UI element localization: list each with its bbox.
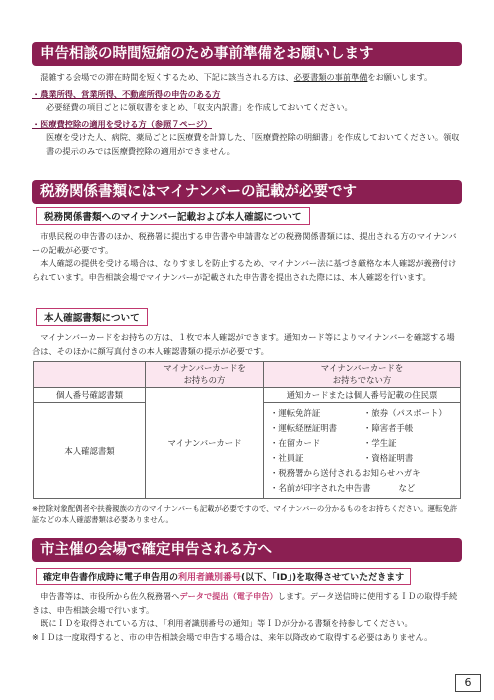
paragraph-id-documents-text: マイナンバーカードをお持ちの方は、１枚で本人確認ができます。通知カード等によりマイナンバーを確認する場合は、そのほかに顔写真付きの本人確認書類の提示が必要です。 [32, 332, 455, 356]
paragraph-electronic-filing [32, 590, 462, 617]
section-1-body [32, 71, 462, 158]
list-item: ・在留カード [270, 438, 321, 448]
list-item-etc: など [398, 483, 416, 493]
cell-notification-card: 通知カードまたは個人番号記載の住民票 [264, 388, 461, 403]
list-item: ・運転免許証 [270, 408, 321, 418]
header-with-card-line1: マイナンバーカードを [163, 363, 246, 373]
paragraph-id-documents [32, 331, 462, 358]
table-header-empty [34, 362, 146, 388]
table-header-without-card [264, 362, 461, 388]
row-label-number-docs: 個人番号確認書類 [34, 388, 146, 403]
list-item: ・社員証 [270, 453, 304, 463]
list-item: ・運転経歴証明書 [270, 423, 337, 433]
list-item: ・障害者手帳 [363, 423, 414, 433]
bullet-medical-deduction: ・医療費控除の適用を受ける方（参照７ページ） [32, 118, 212, 129]
header-without-card-line2: お持ちでない方 [332, 374, 392, 385]
bullet-business-income: ・農業所得、営業所得、不動産所得の申告のある方 [32, 88, 221, 99]
list-item [270, 482, 454, 494]
intro-text-end: をお願いします。 [367, 72, 433, 82]
list-item: ・旅券（パスポート） [363, 408, 447, 418]
paragraph-existing-id: 既にＩＤを取得されている方は、「利用者識別番号の通知」等ＩＤが分かる書類を持参してください。 [40, 618, 413, 628]
note-dependents: ※控除対象配偶者や扶養親族の方のマイナンバーも記載が必要ですので、マイナンバーの分かるものをお持ちください。運転免許証などの本人確認書類は必要ありません。 [32, 504, 458, 524]
subheading-user-id-highlight: 利用者識別番号 [178, 573, 242, 583]
subheading-user-id-text-end: (以下、「ID」)を取得させていただきます [241, 573, 405, 583]
bullet-business-income-text: 必要経費の項目ごとに領収書をまとめ、「収支内訳書」を作成しておいてください。 [46, 102, 353, 112]
subheading-my-number-entry: 税務関係書類へのマイナンバー記載および本人確認について [36, 207, 310, 225]
id-documents-table [33, 361, 461, 499]
subheading-user-id-text: 確定申告書作成時に電子申告用の [43, 573, 179, 583]
header-without-card-line1: マイナンバーカードを [320, 363, 404, 373]
electronic-filing-highlight: データで提出（電子申告） [179, 591, 278, 601]
section-banner-city-venue: 市主催の会場で確定申告される方へ [32, 538, 462, 562]
subheading-user-id [36, 568, 411, 585]
section-2-body [32, 230, 462, 284]
section-banner-my-number: 税務関係書類にはマイナンバーの記載が必要です [32, 180, 462, 204]
electronic-filing-text: 申告書等は、市役所から佐久税務署へ [40, 591, 180, 601]
paragraph-identity-verification: 本人確認の提供を受ける場合は、なりすましを防止するため、マイナンバー法に基づき厳格な本人確認が義務付けられています。申告相談会場でマイナンバーが記載された申告書を提出された際には、本人確認を行います。 [32, 258, 457, 282]
note-id-once: ※ＩＤは一度取得すると、市の申告相談会場で申告する場合は、来年以降改めて取得する必要はありません。 [32, 631, 433, 642]
header-with-card-line2: お持ちの方 [183, 374, 226, 385]
cell-identity-doc-list [264, 403, 461, 499]
section-banner-advance-preparation: 申告相談の時間短縮のため事前準備をお願いします [32, 42, 462, 66]
intro-text: 混雑する会場での滞在時間を短くするため、下記に該当される方は、 [40, 72, 294, 82]
intro-paragraph [32, 71, 462, 85]
row-label-identity-docs: 本人確認書類 [34, 403, 146, 499]
paragraph-my-number-required: 市県民税の申告書のほか、税務署に提出する申告書や申請書などの税務関係書類には、提出される方のマイナンバーの記載が必要です。 [32, 231, 457, 255]
cell-my-number-card: マイナンバーカード [146, 388, 264, 499]
electronic-filing-text-end: します。データ送信時に使用するＩＤの取得手続きは、申告相談会場で行います。 [32, 591, 458, 615]
intro-underlined: 必要書類の事前準備 [293, 72, 368, 82]
list-item-name-printed: ・名前が印字された申告書 [270, 483, 371, 493]
table-header-with-card [146, 362, 264, 388]
list-item: ・資格証明書 [363, 453, 414, 463]
table-row [34, 388, 461, 403]
identity-doc-list [270, 407, 454, 494]
bullet-medical-deduction-text: 医療を受けた人、病院、薬局ごとに医療費を計算した、「医療費控除の明細書」を作成しておいてください。領収書の提示のみでは医療費控除の適用ができません。 [46, 132, 460, 156]
list-item: ・学生証 [363, 438, 397, 448]
list-item: ・税務署から送付されるお知らせハガキ [270, 468, 421, 478]
section-3-body [32, 590, 462, 644]
table-header-row [34, 362, 461, 388]
page-number: 6 [455, 674, 481, 692]
subheading-id-documents: 本人確認書類について [36, 308, 148, 326]
